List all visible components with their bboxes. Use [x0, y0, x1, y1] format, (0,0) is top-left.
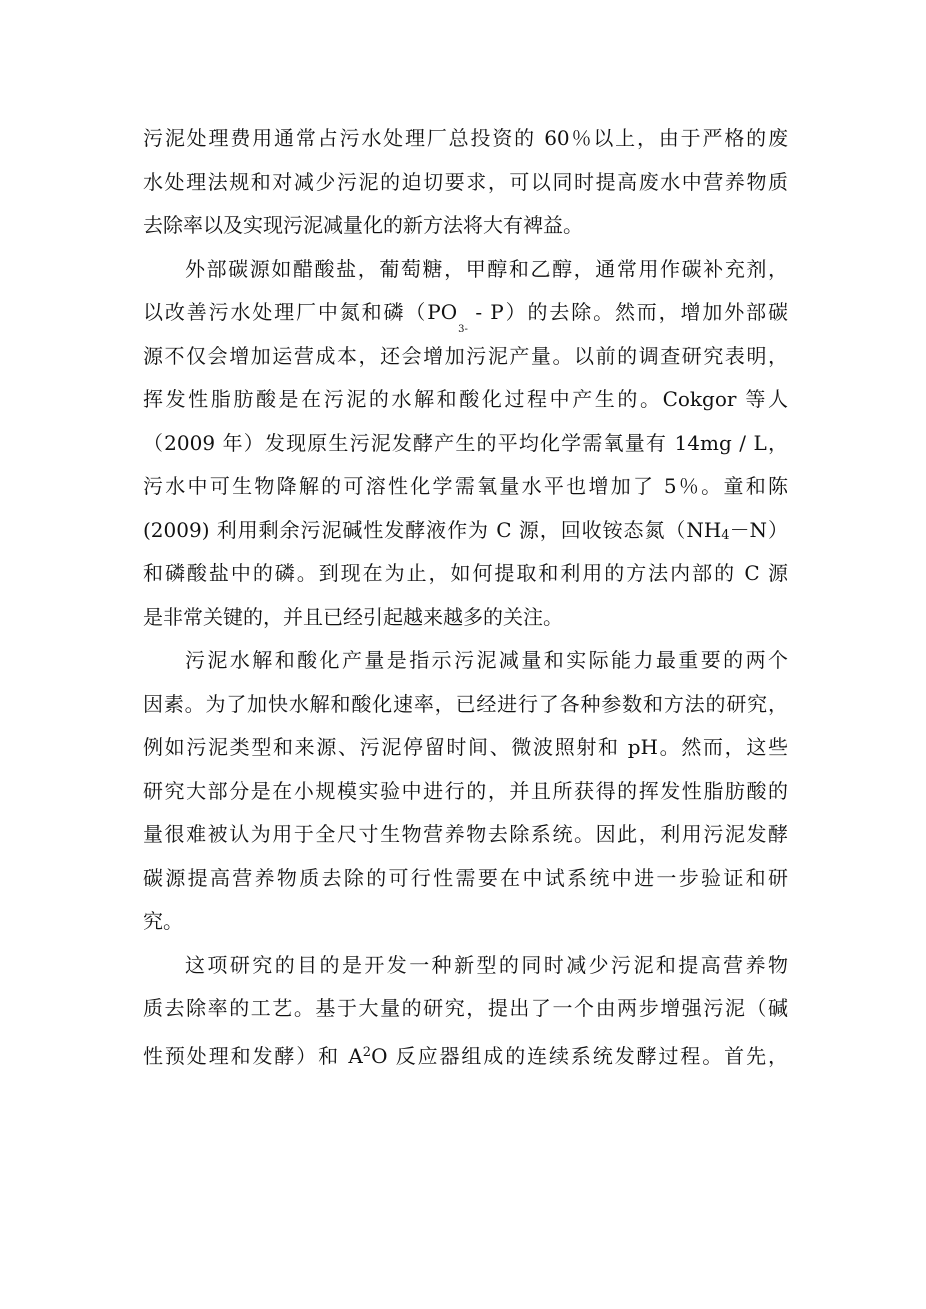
text-segment: - P）的去除。然而，增加外部碳 [467, 300, 788, 324]
formula-subscript: 4 [721, 527, 730, 543]
text-line: 污泥水解和酸化产量是指示污泥减量和实际能力最重要的两个 [185, 648, 788, 672]
body-text [143, 117, 788, 1074]
formula-superscript: 2 [362, 1044, 372, 1060]
text-line: 去除率以及实现污泥减量化的新方法将大有裨益。 [143, 213, 583, 237]
text-line: 研究大部分是在小规模实验中进行的，并且所获得的挥发性脂肪酸的 [143, 778, 788, 803]
text-segment: 以改善污水处理厂中氮和磷（PO [143, 300, 458, 324]
text-line: 挥发性脂肪酸是在污泥的水解和酸化过程中产生的。Cokgor 等人 [143, 387, 788, 411]
text-segment: －N） [729, 517, 788, 542]
formula-superscript: 3- [458, 324, 468, 335]
text-line: 污泥处理费用通常占污水处理厂总投资的 60％以上，由于严格的废 [143, 126, 788, 150]
text-line [143, 291, 788, 335]
text-line [143, 509, 788, 553]
text-line: 源不仅会增加运营成本，还会增加污泥产量。以前的调查研究表明， [143, 343, 788, 368]
text-line: 碳源提高营养物质去除的可行性需要在中试系统中进一步验证和研 [143, 865, 788, 890]
text-segment: O 反应器组成的连续系统发酵过程。首先， [371, 1043, 788, 1068]
text-line: 例如污泥类型和来源、污泥停留时间、微波照射和 pH。然而，这些 [143, 735, 788, 759]
text-line: 外部碳源如醋酸盐，葡萄糖，甲醇和乙醇，通常用作碳补充剂， [185, 256, 788, 281]
text-line: 污水中可生物降解的可溶性化学需氧量水平也增加了 5％。童和陈 [143, 474, 788, 498]
text-line: 质去除率的工艺。基于大量的研究，提出了一个由两步增强污泥（碱 [143, 996, 788, 1020]
text-line [143, 1031, 788, 1075]
text-segment: 性预处理和发酵）和 A [143, 1043, 363, 1068]
text-line: 因素。为了加快水解和酸化速率，已经进行了各种参数和方法的研究， [143, 691, 788, 716]
text-line: 量很难被认为用于全尺寸生物营养物去除系统。因此，利用污泥发酵 [143, 822, 788, 846]
text-segment: (2009) 利用剩余污泥碱性发酵液作为 C 源，回收铵态氮（NH [143, 517, 722, 542]
text-line: 是非常关键的，并且已经引起越来越多的关注。 [143, 604, 563, 629]
text-line: 究。 [143, 909, 183, 933]
text-line: 水处理法规和对减少污泥的迫切要求，可以同时提高废水中营养物质 [143, 169, 788, 194]
text-line: 和磷酸盐中的磷。到现在为止，如何提取和利用的方法内部的 C 源 [143, 561, 788, 585]
text-line: 这项研究的目的是开发一种新型的同时减少污泥和提高营养物 [185, 952, 788, 977]
text-line: （2009 年）发现原生污泥发酵产生的平均化学需氧量有 14mg / L， [143, 430, 788, 455]
